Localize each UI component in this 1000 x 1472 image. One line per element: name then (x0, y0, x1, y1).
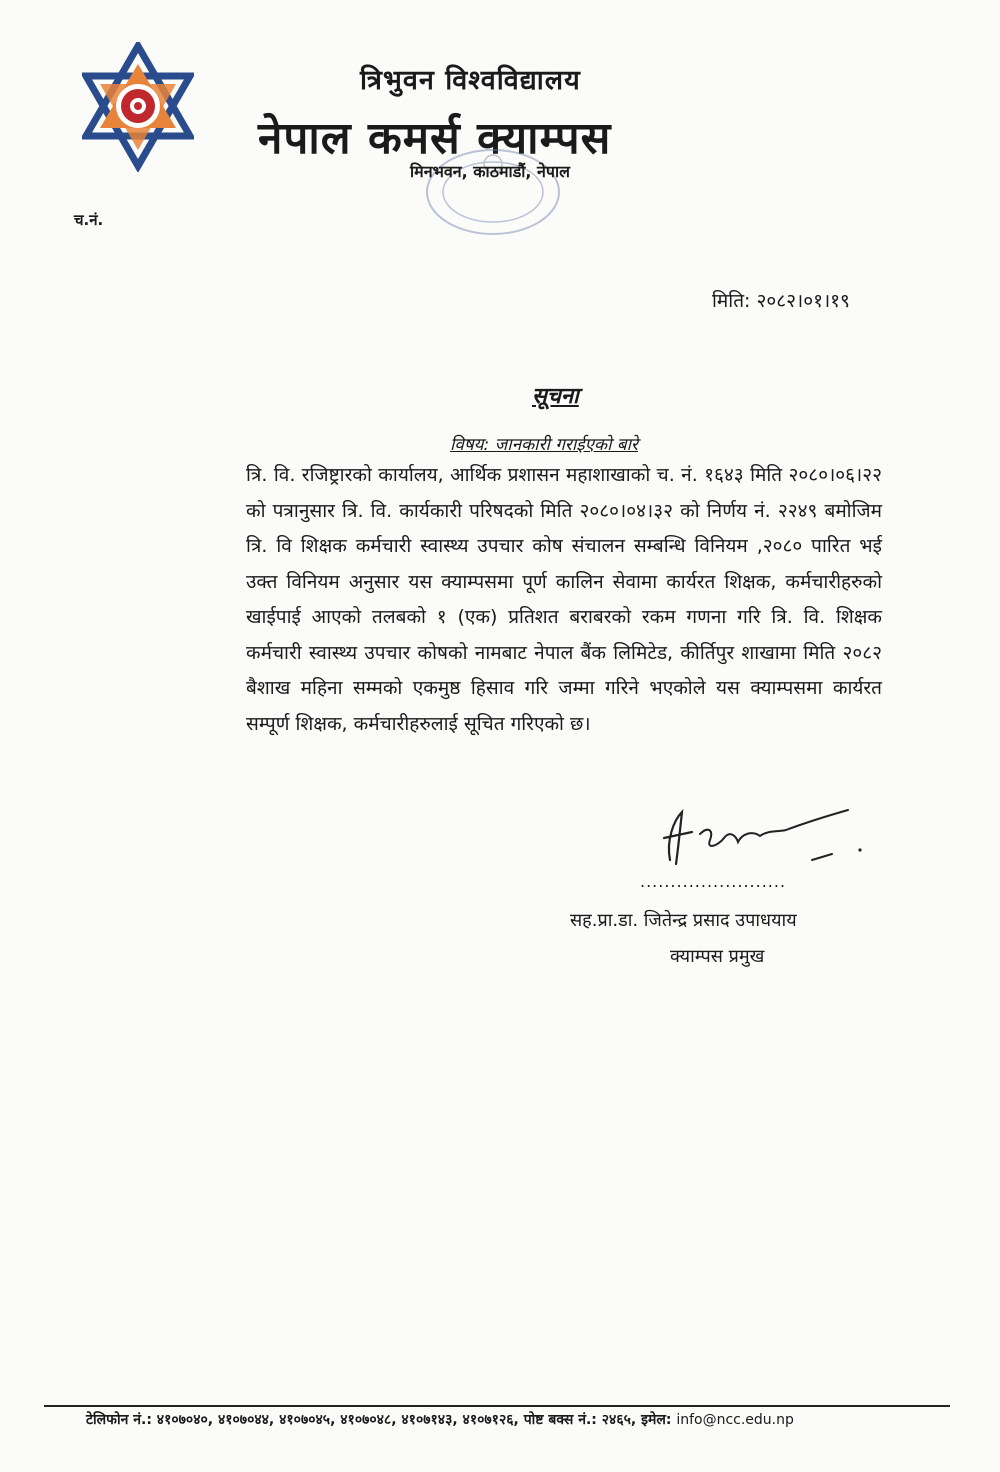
campus-name: नेपाल कमर्स क्याम्पस (258, 113, 612, 164)
campus-address: मिनभवन, काठमाडौं, नेपाल (410, 162, 571, 181)
notice-title: सूचना (532, 384, 579, 409)
signatory-name: सह.प्रा.डा. जितेन्द्र प्रसाद उपाधयाय (570, 910, 797, 931)
date-value: २०८२।०१।१९ (756, 290, 850, 312)
footer-email[interactable]: info@ncc.edu.np (676, 1412, 794, 1428)
university-logo-icon (82, 42, 194, 172)
notice-date (712, 287, 850, 313)
footer-contact (86, 1410, 794, 1429)
campus-stamp-icon (418, 140, 568, 240)
reference-number-label: च.नं. (74, 211, 104, 229)
signatory-title: क्याम्पस प्रमुख (670, 946, 765, 967)
date-label: मिति: (712, 290, 751, 312)
footer-contact-text: टेलिफोन नं.: ४१०७०४०, ४१०७०४४, ४१०७०४५, ४१०७०४८, ४१०७१४३, ४१०७१२६, पोष्ट बक्स नं.: २४६५, इमेल: (86, 1412, 672, 1428)
university-name: त्रिभुवन विश्वविद्यालय (360, 65, 581, 96)
notice-body: त्रि. वि. रजिष्ट्रारको कार्यालय, आर्थिक प्रशासन महाशाखाको च. नं. १६४३ मिति २०८०।०६।२२ को पत्रानुसार त्रि. वि. कार्यकारी परिषदको मिति २०८०।०४।३२ को निर्णय नं. २२४९ बमोजिम त्रि. वि शिक्षक कर्मचारी स्वास्थ्य उपचार कोष संचालन सम्बन्धि विनियम ,२०८० पारित भई उक्त विनियम अनुसार यस क्याम्पसमा पूर्ण कालिन सेवामा कार्यरत शिक्षक, कर्मचारीहरुको खाईपाई आएको तलबको १ (एक) प्रतिशत बराबरको रकम गणना गरि त्रि. वि. शिक्षक कर्मचारी स्वास्थ्य उपचार कोषको नामबाट नेपाल बैंक लिमिटेड, कीर्तिपुर शाखामा मिति २०८२ बैशाख महिना सम्मको एकमुष्ठ हिसाव गरि जम्मा गरिने भएकोले यस क्याम्पसमा कार्यरत सम्पूर्ण शिक्षक, कर्मचारीहरुलाई सूचित गरिएको छ। (246, 464, 882, 735)
signature-line: ........................ (640, 872, 787, 891)
notice-subject: विषय: जानकारी गराईएको बारे (450, 435, 638, 455)
footer-divider (44, 1405, 950, 1407)
signature-icon (652, 790, 872, 880)
